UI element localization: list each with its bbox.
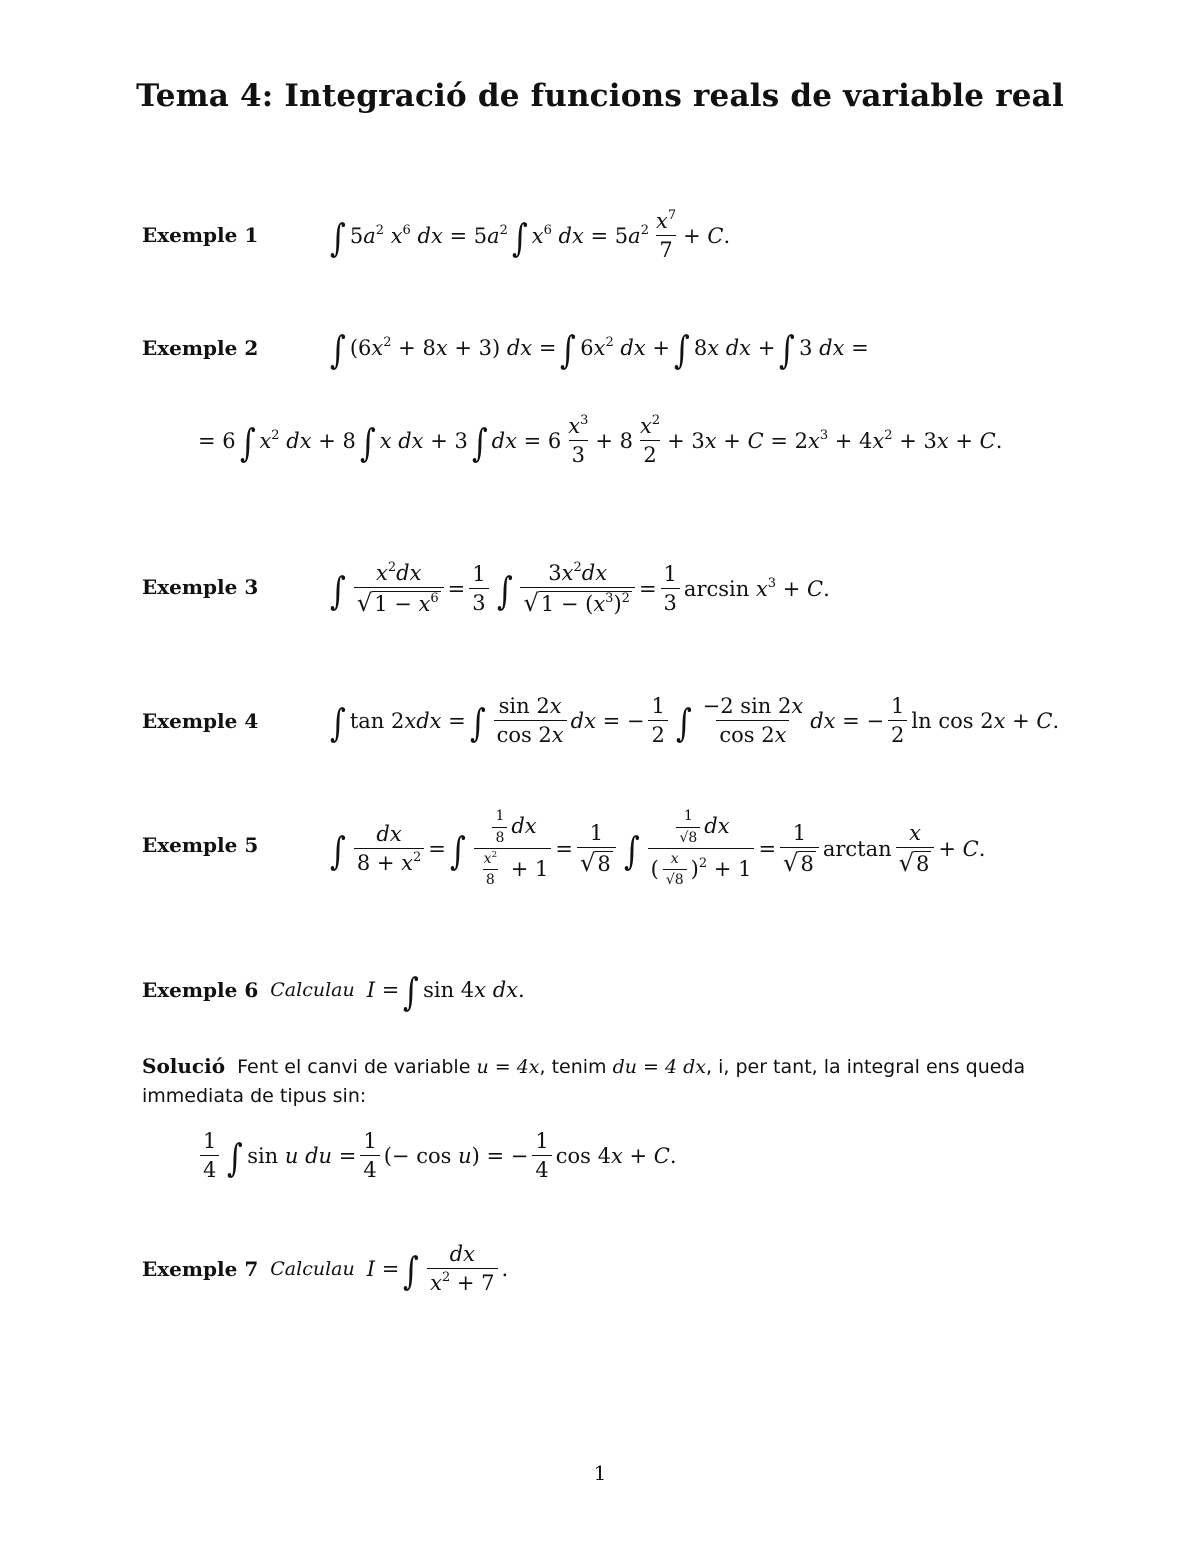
example-1-formula: ∫ $5a^2$ $x^6$ dx = $5a^2$ ∫ $x^6$ dx = $5a^2$ $\frac{x^7}{7}$ + C.	[329, 207, 731, 262]
example-5-label: Exemple 5	[142, 833, 259, 857]
example-6: Exemple 6 Calculau I = ∫ sin 4x dx.	[142, 970, 525, 1014]
example-7-task: Calculau	[270, 1258, 355, 1280]
page-number: 1	[593, 1461, 607, 1485]
example-1-label: Exemple 1	[142, 223, 259, 247]
solution-subst: u = 4x	[476, 1056, 540, 1078]
example-5-formula: ∫ $\frac{dx}{8 + x^2}$ = ∫ $\frac{1}{8}$ dx $\frac{x^2}{8}$ + 1 = 1 √ 8 ∫ $\frac{1}{√8}$ dx ( $\frac{x}{√8}$ )$^2$ + 1 = 1 √ 8 arctan x √ 8 + C.	[329, 808, 986, 889]
example-7-label: Exemple 7	[142, 1257, 259, 1281]
example-4-label: Exemple 4	[142, 709, 259, 733]
example-2-formula-line2: = 6 ∫ $x^2$ dx + 8 ∫ x dx + 3 ∫ dx = 6 $\frac{x^3}{3}$ + 8 $\frac{x^2}{2}$ + $3x + C = 2x^3 + 4x^2 + 3x + C$.	[198, 412, 1003, 467]
solution-paragraph	[142, 1052, 1042, 1111]
example-7: Exemple 7 Calculau I = ∫ $\frac{dx}{x^2 + 7}$ .	[142, 1241, 509, 1295]
solution-formula: $\frac{1}{4}$ ∫ sin u du = $\frac{1}{4}$ (− cos u) = − $\frac{1}{4}$ cos 4x + C.	[196, 1128, 677, 1184]
example-3-formula: ∫ $x^2dx$ √ $1 - x^6$ = $\frac{1}{3}$ ∫ $3x^2dx$ √ $1 - (x^3)^2$ = $\frac{1}{3}$ $\arcsin x^3 + C$.	[329, 559, 830, 617]
solution-text-1: Fent el canvi de variable	[237, 1056, 471, 1078]
solution-text-3: , i, per tant, la integral ens queda immediata de tipus sin:	[142, 1056, 1026, 1107]
example-2-label: Exemple 2	[142, 336, 259, 360]
solution-text-2: , tenim	[539, 1056, 607, 1078]
solution-diff: du = 4 dx	[612, 1056, 707, 1078]
example-6-task: Calculau	[270, 979, 355, 1001]
page-title: Tema 4: Integració de funcions reals de variable real	[136, 78, 1064, 114]
solution-label: Solució	[142, 1054, 226, 1078]
example-2-formula-line1: ∫ $(6x^2 + 8x + 3)$ dx = ∫ $6x^2$ dx + ∫ 8x dx + ∫ 3 dx =	[329, 328, 869, 372]
example-4-formula: ∫ tan 2xdx = ∫ $\frac{\sin 2x}{\cos 2x}$ dx = − $\frac{1}{2}$ ∫ $\frac{-2 \sin 2x}{\cos 2x}$ dx = − $\frac{1}{2}$ ln cos 2x + C.	[329, 693, 1060, 747]
example-3-label: Exemple 3	[142, 575, 259, 599]
example-6-label: Exemple 6	[142, 978, 259, 1002]
